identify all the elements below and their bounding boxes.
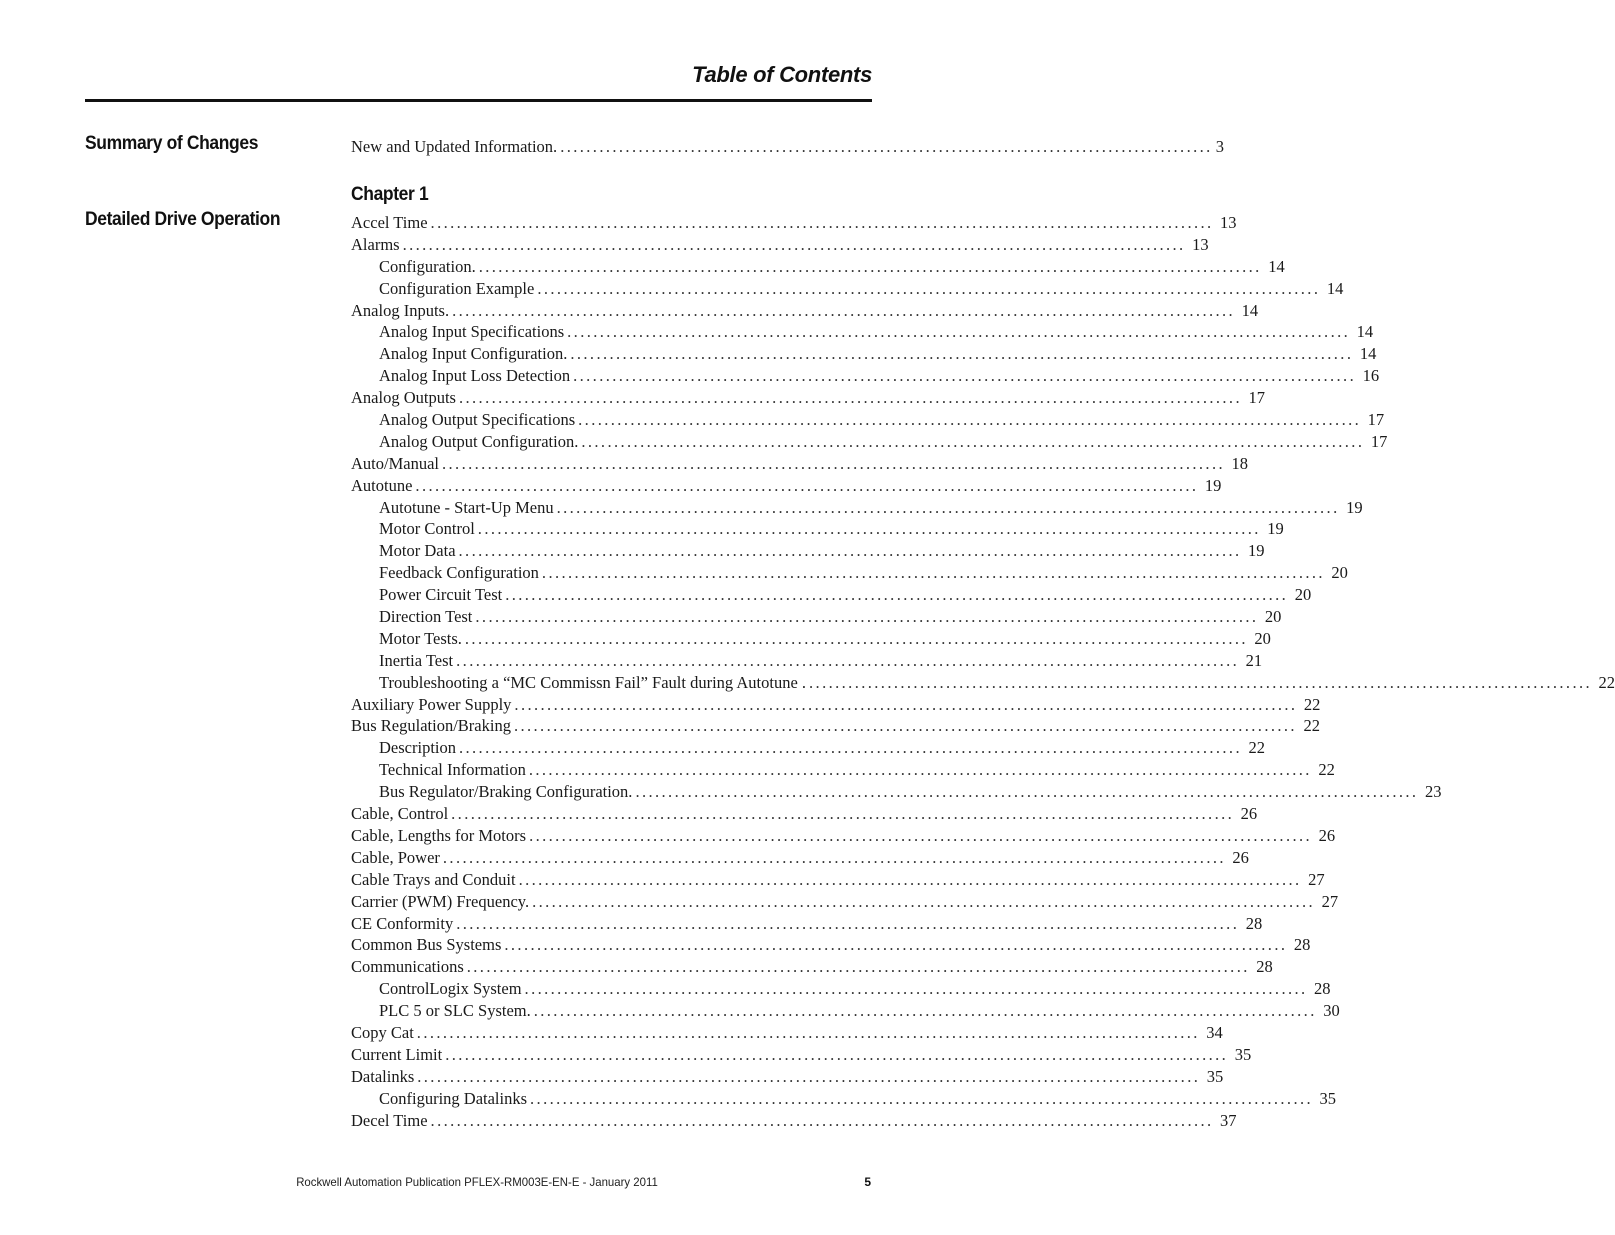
toc-entry-label: Analog Output Specifications	[379, 410, 576, 430]
toc-entry[interactable]	[351, 1044, 1252, 1066]
toc-entry[interactable]	[351, 321, 1374, 343]
toc-entry-page: 27	[1321, 891, 1339, 911]
toc-entry-page: 23	[1424, 782, 1442, 802]
toc-entry-page: 16	[1362, 366, 1380, 386]
toc-entry[interactable]	[351, 606, 1282, 628]
toc-entry-label: Common Bus Systems	[351, 935, 502, 955]
toc-entry-page: 19	[1248, 541, 1265, 561]
dot-leader: ........................................................................................................................	[402, 234, 1186, 254]
toc-entry-label: Copy Cat	[351, 1022, 414, 1042]
toc-entry-page: 13	[1220, 213, 1237, 232]
dot-leader: ........................................................................................................................	[442, 847, 1226, 867]
toc-entry-page: 26	[1318, 825, 1336, 845]
toc-entry-page: 17	[1248, 388, 1265, 408]
toc-entry-page: 20	[1294, 585, 1312, 605]
dot-leader: ........................................................................................................................	[524, 979, 1308, 999]
dot-leader: ........................................................................................................................	[532, 891, 1316, 911]
toc-entry-label: Direction Test	[379, 607, 473, 627]
dot-leader: ........................................................................................................................	[430, 213, 1214, 232]
toc-entry-page: 37	[1220, 1110, 1237, 1130]
toc-entry-label: Datalinks	[351, 1066, 415, 1086]
toc-entry[interactable]	[351, 1000, 1340, 1022]
footer-publication: Rockwell Automation Publication PFLEX-RM003E-EN-E - January 2011	[296, 1175, 658, 1189]
toc-entry[interactable]	[351, 497, 1363, 519]
toc-entry-label: Cable, Power	[351, 847, 440, 867]
toc-entry[interactable]	[351, 540, 1265, 562]
dot-leader: ........................................................................................................................	[458, 541, 1242, 561]
toc-entry-page: 34	[1206, 1022, 1223, 1042]
toc-list	[351, 212, 1615, 1131]
dot-leader: ........................................................................................................................	[417, 1066, 1201, 1086]
toc-entry-label: PLC 5 or SLC System.	[379, 1001, 531, 1021]
toc-entry-page: 14	[1326, 278, 1344, 298]
toc-entry[interactable]	[351, 847, 1249, 869]
page-number: 5	[864, 1175, 871, 1189]
toc-entry[interactable]	[351, 562, 1348, 584]
toc-entry-page: 3	[1215, 137, 1224, 156]
toc-entry-label: Cable Trays and Conduit	[351, 869, 516, 889]
toc-entry[interactable]	[351, 825, 1336, 847]
toc-entry-label: Bus Regulator/Braking Configuration.	[379, 782, 633, 802]
toc-entry[interactable]	[351, 956, 1273, 978]
toc-entry-page: 17	[1370, 431, 1388, 451]
toc-entry[interactable]	[351, 913, 1263, 935]
section-label-summary-of-changes: Summary of Changes	[85, 133, 259, 154]
toc-entry-page: 13	[1192, 234, 1209, 254]
toc-entry[interactable]	[351, 136, 1224, 158]
dot-leader: ........................................................................................................................	[573, 366, 1357, 386]
toc-entry-page: 14	[1356, 322, 1374, 342]
toc-entry[interactable]	[351, 672, 1615, 694]
toc-entry-label: Communications	[351, 957, 464, 977]
toc-entry[interactable]	[351, 1088, 1337, 1110]
dot-leader: ........................................................................................................................	[458, 738, 1242, 758]
dot-leader: ........................................................................................................................	[635, 782, 1419, 802]
header-divider	[85, 99, 872, 102]
toc-entry[interactable]	[351, 212, 1237, 234]
dot-leader: ........................................................................................................................	[541, 563, 1325, 583]
dot-leader: ........................................................................................................................	[451, 804, 1235, 824]
dot-leader: ........................................................................................................................	[556, 497, 1340, 517]
dot-leader: ........................................................................................................................	[505, 585, 1289, 605]
toc-entry-label: Power Circuit Test	[379, 585, 503, 605]
toc-entry-label: Inertia Test	[379, 650, 454, 670]
dot-leader: ........................................................................................................................	[533, 1001, 1317, 1021]
dot-leader: ........................................................................................................................	[513, 716, 1297, 736]
dot-leader: ........................................................................................................................	[504, 935, 1288, 955]
toc-entry-label: Analog Outputs	[351, 388, 456, 408]
toc-entry-page: 20	[1254, 628, 1271, 648]
toc-entry-page: 18	[1231, 453, 1248, 473]
toc-entry[interactable]	[351, 891, 1339, 913]
toc-entry-page: 19	[1204, 475, 1222, 495]
dot-leader: ........................................................................................................................	[567, 322, 1351, 342]
toc-entry-label: Technical Information	[379, 760, 526, 780]
dot-leader: ........................................................................................................................	[528, 760, 1312, 780]
toc-entry-label: Motor Tests.	[379, 628, 462, 648]
toc-entry-label: Motor Control	[379, 519, 475, 539]
toc-entry-page: 22	[1318, 760, 1335, 780]
toc-entry[interactable]	[351, 409, 1385, 431]
toc-entry-page: 22	[1248, 738, 1265, 758]
toc-entry-label: CE Conformity	[351, 913, 454, 933]
toc-entry-label: Decel Time	[351, 1110, 428, 1130]
toc-entry[interactable]	[351, 781, 1442, 803]
dot-leader: ........................................................................................................................	[578, 410, 1362, 430]
dot-leader: ........................................................................................................................	[430, 1110, 1214, 1130]
toc-entry-label: Configuration Example	[379, 278, 535, 298]
toc-entry[interactable]	[351, 453, 1248, 475]
toc-entry-label: Analog Inputs.	[351, 300, 450, 320]
dot-leader: ........................................................................................................................	[537, 278, 1321, 298]
toc-entry[interactable]	[351, 803, 1258, 825]
toc-entry[interactable]	[351, 694, 1321, 716]
dot-leader: ........................................................................................................................	[570, 344, 1354, 364]
toc-entry-label: Analog Input Loss Detection	[379, 366, 571, 386]
toc-entry[interactable]	[351, 715, 1320, 737]
dot-leader: ........................................................................................................................	[809, 672, 1593, 692]
toc-entry-page: 19	[1346, 497, 1363, 517]
dot-leader: ........................................................................................................................	[530, 1088, 1314, 1108]
toc-entry-page: 26	[1232, 847, 1249, 867]
dot-leader: ........................................................................................................................	[529, 825, 1313, 845]
toc-entry-label: Cable, Control	[351, 804, 449, 824]
toc-entry-page: 21	[1245, 650, 1263, 670]
toc-entry-page: 22	[1598, 672, 1615, 692]
toc-entry[interactable]	[351, 387, 1265, 409]
toc-entry-label: Cable, Lengths for Motors	[351, 825, 527, 845]
chapter-heading: Chapter 1	[351, 184, 429, 205]
dot-leader: ........................................................................................................................	[478, 256, 1262, 276]
toc-entry[interactable]	[351, 978, 1331, 1000]
toc-entry[interactable]	[351, 256, 1285, 278]
dot-leader: ........................................................................................................................	[415, 475, 1199, 495]
toc-entry[interactable]	[351, 431, 1388, 453]
toc-entry[interactable]	[351, 628, 1271, 650]
toc-entry[interactable]	[351, 737, 1265, 759]
toc-entry[interactable]	[351, 759, 1335, 781]
toc-entry-page: 30	[1323, 1001, 1340, 1021]
toc-entry[interactable]	[351, 934, 1311, 956]
dot-leader: ........................................................................................................................	[466, 957, 1250, 977]
toc-entry[interactable]	[351, 278, 1344, 300]
toc-entry-label: New and Updated Information.	[351, 137, 558, 156]
dot-leader: ........................................................................................................................	[442, 453, 1225, 473]
toc-entry-label: Feedback Configuration	[379, 563, 539, 583]
toc-entry-label: Accel Time	[351, 213, 428, 232]
dot-leader: ........................................................................................................................	[464, 628, 1248, 648]
dot-leader: ........................................................................................................................	[475, 607, 1259, 627]
toc-entry[interactable]	[351, 1022, 1223, 1044]
toc-entry-page: 26	[1240, 804, 1258, 824]
toc-entry-page: 22	[1303, 694, 1321, 714]
section-label-detailed-drive-operation: Detailed Drive Operation	[85, 209, 281, 230]
toc-entry-label: Autotune	[351, 475, 413, 495]
toc-entry[interactable]	[351, 1110, 1237, 1132]
toc-entry-label: Configuring Datalinks	[379, 1088, 528, 1108]
toc-entry-page: 14	[1268, 256, 1285, 276]
dot-leader: ........................................................................................................................	[452, 300, 1236, 320]
toc-entry-page: 35	[1234, 1044, 1252, 1064]
dot-leader: ........................................................................................................................	[456, 650, 1240, 670]
toc-entry-label: Analog Input Configuration.	[379, 344, 568, 364]
toc-entry[interactable]	[351, 365, 1380, 387]
toc-entry-page: 28	[1256, 957, 1273, 977]
toc-entry-page: 19	[1267, 519, 1284, 539]
toc-entry-page: 17	[1367, 410, 1385, 430]
toc-entry-page: 27	[1308, 869, 1325, 889]
toc-entry-label: Current Limit	[351, 1044, 443, 1064]
toc-entry-page: 20	[1264, 607, 1282, 627]
toc-entry[interactable]	[351, 234, 1209, 256]
toc-entry[interactable]	[351, 650, 1263, 672]
toc-entry-label: Description	[379, 738, 456, 758]
dot-leader: ........................................................................................................................	[581, 431, 1365, 451]
toc-entry-label: Troubleshooting a “MC Commissn Fail” Fault during Autotune .	[379, 672, 807, 692]
dot-leader: ........................................................................................................................	[456, 913, 1240, 933]
toc-entry-label: Analog Output Configuration.	[379, 431, 579, 451]
toc-entry[interactable]	[351, 343, 1377, 365]
toc-entry-page: 28	[1293, 935, 1311, 955]
dot-leader: ........................................................................................................................	[458, 388, 1242, 408]
toc-entry-label: Configuration.	[379, 256, 476, 276]
page-title: Table of Contents	[692, 62, 872, 87]
toc-entry-label: ControlLogix System	[379, 979, 522, 999]
toc-entry[interactable]	[351, 300, 1259, 322]
toc-entry-page: 20	[1331, 563, 1348, 583]
toc-entry-page: 28	[1245, 913, 1263, 933]
toc-entry[interactable]	[351, 475, 1222, 497]
toc-entry-label: Analog Input Specifications	[379, 322, 565, 342]
dot-leader: ........................................................................................................................	[518, 869, 1302, 889]
dot-leader: ........................................................................................................................	[514, 694, 1298, 714]
toc-entry-page: 14	[1359, 344, 1377, 364]
toc-entry-label: Alarms	[351, 234, 400, 254]
toc-entry-label: Bus Regulation/Braking	[351, 716, 511, 736]
toc-entry-label: Carrier (PWM) Frequency.	[351, 891, 530, 911]
toc-entry-page: 35	[1319, 1088, 1337, 1108]
toc-entry-label: Motor Data	[379, 541, 456, 561]
dot-leader: ........................................................................................................................	[445, 1044, 1229, 1064]
toc-entry-label: Auxiliary Power Supply	[351, 694, 512, 714]
dot-leader: ........................................................................................................................	[477, 519, 1261, 539]
dot-leader: ........................................................................................................................	[416, 1022, 1200, 1042]
dot-leader: ....................................................................................................	[560, 137, 1213, 156]
toc-entry-page: 28	[1314, 979, 1331, 999]
toc-entry-label: Autotune - Start-Up Menu	[379, 497, 554, 517]
toc-entry-label: Auto/Manual	[351, 453, 439, 473]
toc-entry-page: 35	[1206, 1066, 1224, 1086]
toc-entry[interactable]	[351, 584, 1312, 606]
toc-entry[interactable]	[351, 518, 1284, 540]
toc-entry[interactable]	[351, 1066, 1224, 1088]
toc-entry-page: 14	[1241, 300, 1259, 320]
toc-entry-page: 22	[1303, 716, 1320, 736]
toc-entry[interactable]	[351, 869, 1325, 891]
